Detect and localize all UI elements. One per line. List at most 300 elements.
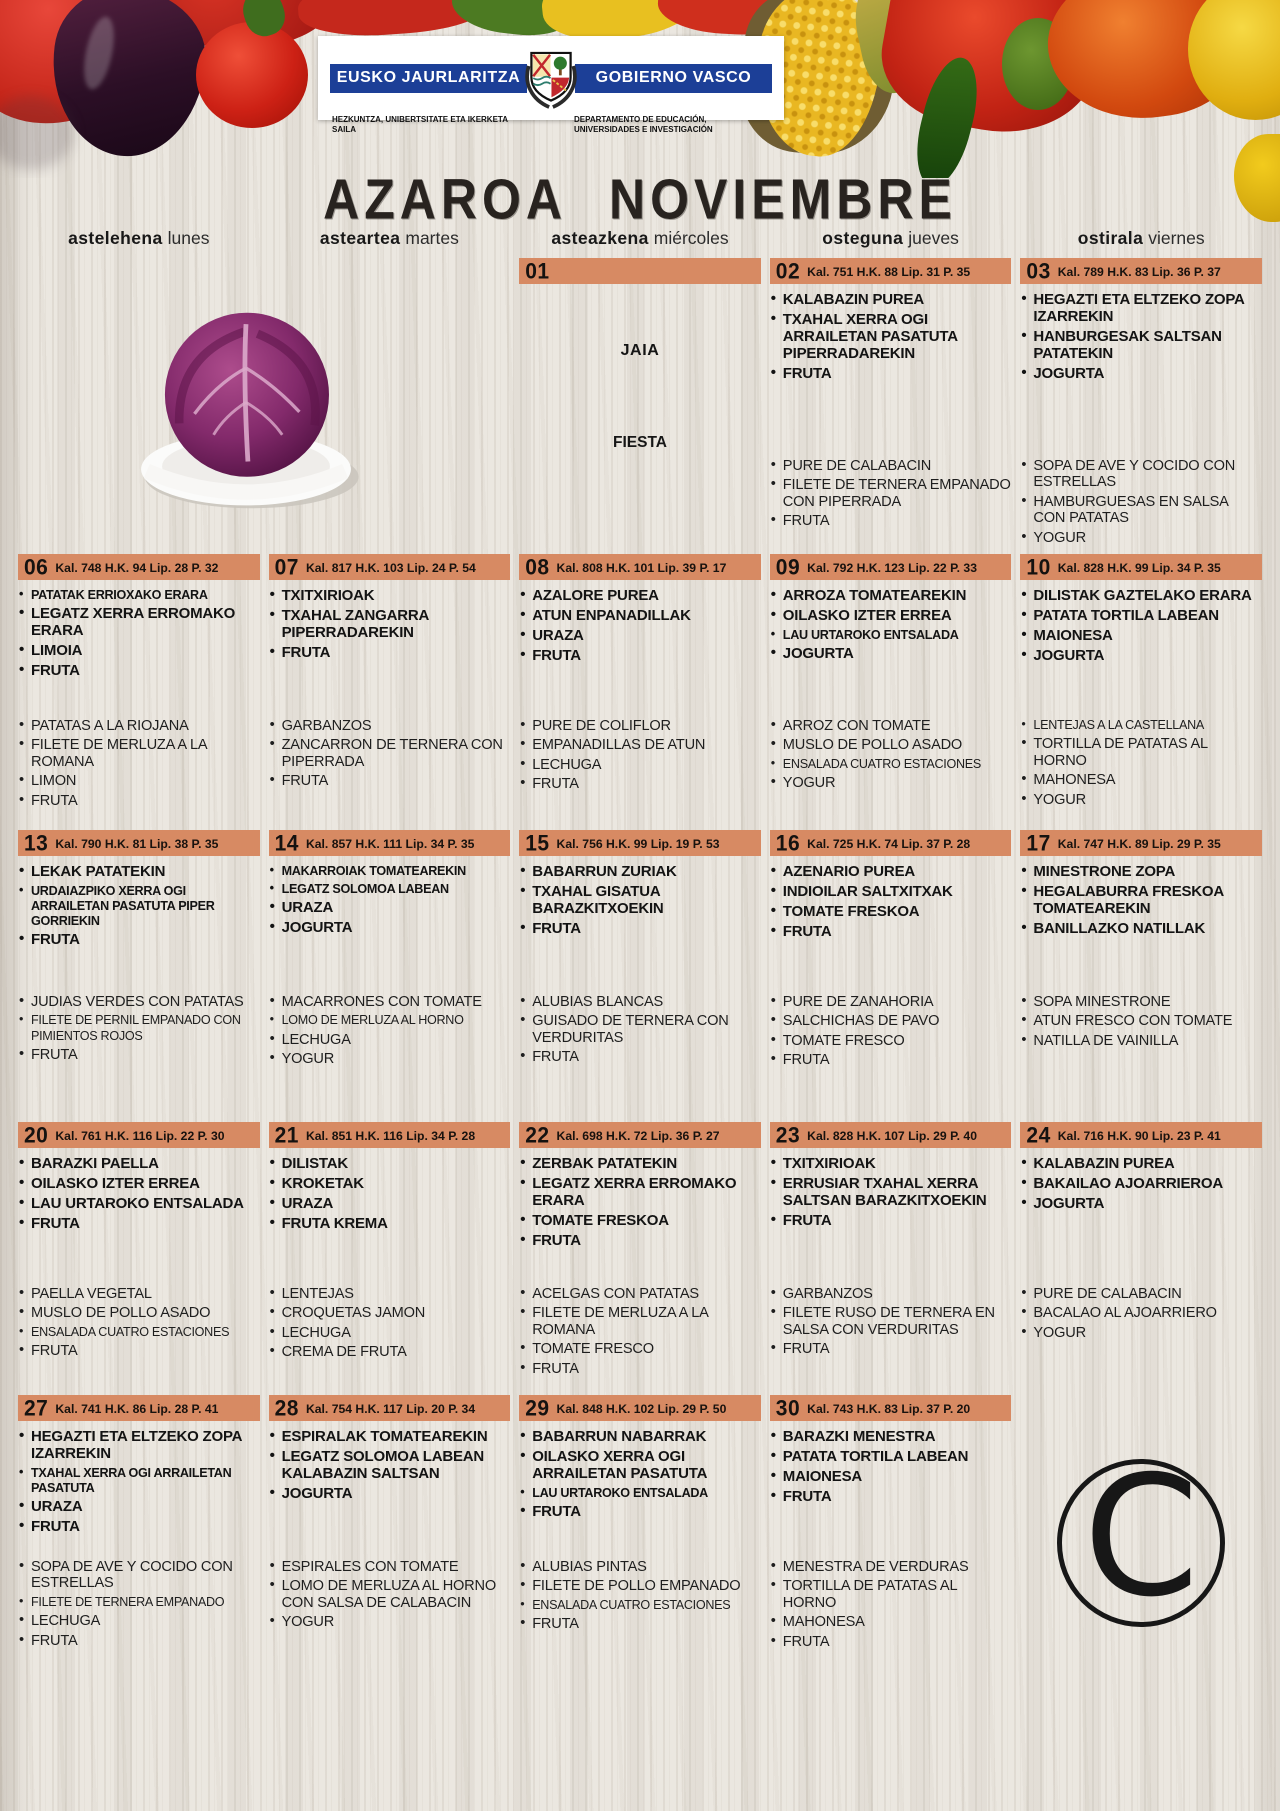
menu-item: • YOGUR (1020, 530, 1262, 546)
menu-item: • TXITXIRIOAK (770, 1156, 1012, 1173)
department-name-basque: HEZKUNTZA, UNIBERTSITATE ETA IKERKETA SAILA (332, 115, 508, 135)
day-cell-03 (1020, 258, 1262, 554)
menu-item: • HEGAZTI ETA ELTZEKO ZOPA IZARREKIN (18, 1429, 260, 1463)
menu-spanish (770, 1559, 1012, 1653)
menu-item: • YOGUR (1020, 1325, 1262, 1341)
day-nutrition-info: Kal. 743 H.K. 83 Lip. 37 P. 20 (807, 1402, 971, 1416)
menu-item: • GUISADO DE TERNERA CON VERDURITAS (519, 1013, 761, 1046)
menu-item: • LIMON (18, 773, 260, 789)
day-cell-07 (269, 554, 511, 830)
department-name-spanish: DEPARTAMENTO DE EDUCACIÓN, UNIVERSIDADES E INVESTIGACIÓN (574, 115, 713, 135)
menu-spanish (519, 1559, 761, 1636)
menu-item: • TXITXIRIOAK (269, 588, 511, 605)
menu-item: • SOPA MINESTRONE (1020, 994, 1262, 1010)
menu-item: • FRUTA (519, 776, 761, 792)
menu-item: • GARBANZOS (770, 1286, 1012, 1302)
menu-spanish (770, 994, 1012, 1072)
menu-item: • FRUTA (519, 1233, 761, 1250)
day-number: 02 (775, 258, 801, 284)
menu-item: • TOMATE FRESKOA (519, 1213, 761, 1230)
menu-item: • ALUBIAS BLANCAS (519, 994, 761, 1010)
menu-spanish (1020, 718, 1262, 811)
menu-item: • TXAHAL XERRA OGI ARRAILETAN PASATUTA PIPERRADAREKIN (770, 312, 1012, 363)
day-nutrition-info: Kal. 756 H.K. 99 Lip. 19 P. 53 (556, 837, 720, 851)
menu-item: • SALCHICHAS DE PAVO (770, 1013, 1012, 1029)
month-title-spanish: NOVIEMBRE (609, 167, 957, 231)
menu-item: • FRUTA (18, 932, 260, 949)
c-mark-cell (1020, 1395, 1262, 1725)
menu-basque (1020, 1156, 1262, 1278)
menu-spanish (1020, 994, 1262, 1052)
menu-item: • HAMBURGUESAS EN SALSA CON PATATAS (1020, 494, 1262, 527)
day-header-bar (1020, 830, 1262, 856)
menu-basque (770, 1156, 1012, 1278)
menu-item: • LEGATZ SOLOMOA LABEAN KALABAZIN SALTSAN (269, 1449, 511, 1483)
day-nutrition-info: Kal. 754 H.K. 117 Lip. 20 P. 34 (305, 1402, 476, 1416)
day-nutrition-info: Kal. 725 H.K. 74 Lip. 37 P. 28 (807, 837, 971, 851)
day-cell-16 (770, 830, 1012, 1122)
menu-item: • LOMO DE MERLUZA AL HORNO CON SALSA DE CALABACIN (269, 1578, 511, 1611)
menu-basque (269, 864, 511, 986)
menu-basque (18, 1429, 260, 1551)
day-number: 20 (24, 1122, 49, 1148)
menu-item: • TXAHAL XERRA OGI ARRAILETAN PASATUTA (18, 1466, 260, 1496)
day-cell-21 (269, 1122, 511, 1395)
menu-item: • LECHUGA (269, 1032, 511, 1048)
day-nutrition-info: Kal. 751 H.K. 88 Lip. 31 P. 35 (807, 265, 971, 279)
day-header-bar (18, 1122, 260, 1148)
menu-item: • PURE DE COLIFLOR (519, 718, 761, 734)
menu-item: • TORTILLA DE PATATAS AL HORNO (1020, 736, 1262, 769)
day-number: 10 (1026, 554, 1051, 580)
menu-spanish (519, 994, 761, 1069)
menu-item: • FRUTA (770, 366, 1012, 383)
day-cell-24 (1020, 1122, 1262, 1395)
menu-item: • FRUTA (770, 1489, 1012, 1506)
menu-item: • BARAZKI PAELLA (18, 1156, 260, 1173)
menu-item: • JOGURTA (269, 920, 511, 937)
menu-item: • LEGATZ XERRA ERROMAKO ERARA (519, 1176, 761, 1210)
day-number: 29 (525, 1395, 550, 1421)
menu-item: • BAKAILAO AJOARRIEROA (1020, 1176, 1262, 1193)
menu-item: • MACARRONES CON TOMATE (269, 994, 511, 1010)
menu-item: • JUDIAS VERDES CON PATATAS (18, 994, 260, 1010)
day-cell-02 (770, 258, 1012, 554)
day-header-bar (1020, 258, 1262, 284)
menu-basque (269, 1156, 511, 1278)
menu-item: • FRUTA (18, 1047, 260, 1063)
menu-spanish (1020, 1286, 1262, 1344)
holiday-label-spanish: FIESTA (613, 434, 667, 451)
day-header-bar (770, 554, 1012, 580)
menu-item: • ENSALADA CUATRO ESTACIONES (18, 1325, 260, 1340)
menu-item: • ARROZ CON TOMATE (770, 718, 1012, 734)
menu-item: • FRUTA (269, 773, 511, 789)
menu-item: • LAU URTAROKO ENTSALADA (18, 1196, 260, 1213)
holiday-label-basque: JAIA (620, 342, 660, 359)
day-number: 28 (274, 1395, 299, 1421)
department-names (332, 115, 770, 136)
menu-basque (770, 588, 1012, 710)
menu-item: • URAZA (519, 628, 761, 645)
day-header-bar (18, 554, 260, 580)
menu-spanish (18, 1286, 260, 1363)
day-header-bar (519, 554, 761, 580)
menu-basque (519, 588, 761, 710)
menu-item: • PAELLA VEGETAL (18, 1286, 260, 1302)
menu-item: • LEGATZ XERRA ERROMAKO ERARA (18, 606, 260, 640)
menu-item: • FRUTA (770, 1213, 1012, 1230)
menu-item: • LECHUGA (18, 1613, 260, 1629)
menu-item: • HANBURGESAK SALTSAN PATATEKIN (1020, 329, 1262, 363)
day-cell-01 (519, 258, 761, 554)
menu-item: • SOPA DE AVE Y COCIDO CON ESTRELLAS (1020, 458, 1262, 491)
menu-item: • FRUTA (18, 793, 260, 809)
menu-spanish (770, 1286, 1012, 1361)
menu-item: • ZERBAK PATATEKIN (519, 1156, 761, 1173)
menu-item: • FRUTA (18, 1519, 260, 1536)
menu-item: • MENESTRA DE VERDURAS (770, 1559, 1012, 1575)
menu-spanish (1020, 458, 1262, 549)
menu-item: • MAIONESA (1020, 628, 1262, 645)
tomato-photo (196, 22, 308, 128)
menu-spanish (18, 718, 260, 812)
day-nutrition-info: Kal. 828 H.K. 107 Lip. 29 P. 40 (807, 1129, 977, 1143)
day-number: 23 (775, 1122, 801, 1148)
weekday-monday: astelehena lunes (68, 228, 210, 248)
menu-item: • FRUTA (770, 513, 1012, 529)
day-nutrition-info: Kal. 698 H.K. 72 Lip. 36 P. 27 (556, 1129, 720, 1143)
menu-basque (269, 588, 511, 710)
menu-spanish (519, 718, 761, 796)
day-header-bar (269, 554, 511, 580)
day-nutrition-info: Kal. 848 H.K. 102 Lip. 29 P. 50 (556, 1402, 727, 1416)
menu-basque (1020, 588, 1262, 710)
menu-item: • FRUTA (18, 1343, 260, 1359)
menu-item: • ZANCARRON DE TERNERA CON PIPERRADA (269, 737, 511, 770)
month-title (0, 166, 1280, 232)
day-nutrition-info: Kal. 792 H.K. 123 Lip. 22 P. 33 (807, 561, 977, 575)
menu-item: • JOGURTA (770, 646, 1012, 663)
menu-basque (770, 292, 1012, 450)
menu-basque (770, 864, 1012, 986)
day-number: 30 (775, 1395, 801, 1421)
day-number: 07 (274, 554, 299, 580)
day-header-bar (269, 1122, 511, 1148)
weekday-tuesday: asteartea martes (319, 228, 459, 248)
menu-basque (1020, 292, 1262, 450)
menu-item: • KALABAZIN PUREA (770, 292, 1012, 309)
menu-item: • FRUTA (770, 1634, 1012, 1650)
day-nutrition-info: Kal. 808 H.K. 101 Lip. 39 P. 17 (556, 561, 727, 575)
menu-item: • FRUTA (770, 924, 1012, 941)
menu-item: • TORTILLA DE PATATAS AL HORNO (770, 1578, 1012, 1611)
day-cell-08 (519, 554, 761, 830)
menu-item: • TXAHAL ZANGARRA PIPERRADAREKIN (269, 608, 511, 642)
weekday-friday: ostirala viernes (1077, 228, 1205, 248)
day-number: 21 (274, 1122, 299, 1148)
weekday-wednesday: asteazkena miércoles (551, 228, 729, 248)
menu-item: • AZENARIO PUREA (770, 864, 1012, 881)
menu-spanish (770, 458, 1012, 533)
menu-item: • LENTEJAS (269, 1286, 511, 1302)
menu-item: • ENSALADA CUATRO ESTACIONES (519, 1598, 761, 1613)
menu-item: • PURE DE CALABACIN (770, 458, 1012, 474)
menu-item: • FRUTA (519, 648, 761, 665)
menu-item: • JOGURTA (269, 1486, 511, 1503)
menu-item: • JOGURTA (1020, 648, 1262, 665)
menu-item: • BARAZKI MENESTRA (770, 1429, 1012, 1446)
day-header-bar (18, 1395, 260, 1421)
menu-spanish (18, 1559, 260, 1652)
day-cell-06 (18, 554, 260, 830)
menu-item: • LAU URTAROKO ENTSALADA (519, 1486, 761, 1501)
day-header-bar (1020, 554, 1262, 580)
day-header-bar (269, 1395, 511, 1421)
menu-item: • YOGUR (1020, 792, 1262, 808)
month-title-basque: AZAROA (323, 167, 568, 231)
menu-item: • FILETE DE MERLUZA A LA ROMANA (519, 1305, 761, 1338)
day-number: 08 (525, 554, 550, 580)
menu-item: • FILETE DE PERNIL EMPANADO CON PIMIENTOS ROJOS (18, 1013, 260, 1043)
menu-item: • BACALAO AL AJOARRIERO (1020, 1305, 1262, 1321)
day-cell-10 (1020, 554, 1262, 830)
menu-item: • YOGUR (269, 1051, 511, 1067)
menu-item: • FRUTA (519, 1049, 761, 1065)
day-nutrition-info: Kal. 790 H.K. 81 Lip. 38 P. 35 (55, 837, 219, 851)
menu-item: • HEGALABURRA FRESKOA TOMATEAREKIN (1020, 884, 1262, 918)
menu-item: • MINESTRONE ZOPA (1020, 864, 1262, 881)
day-nutrition-info: Kal. 851 H.K. 116 Lip. 34 P. 28 (305, 1129, 476, 1143)
day-number: 03 (1026, 258, 1051, 284)
menu-item: • URAZA (269, 900, 511, 917)
menu-basque (18, 588, 260, 710)
cabbage-plate-illustration (122, 284, 510, 521)
menu-item: • YOGUR (269, 1614, 511, 1630)
menu-item: • CROQUETAS JAMON (269, 1305, 511, 1321)
menu-item: • BABARRUN NABARRAK (519, 1429, 761, 1446)
agency-name-spanish: GOBIERNO VASCO (575, 64, 772, 93)
menu-item: • DILISTAK (269, 1156, 511, 1173)
menu-spanish (519, 1286, 761, 1380)
day-cell-14 (269, 830, 511, 1122)
menu-item: • INDIOILAR SALTXITXAK (770, 884, 1012, 901)
menu-basque (519, 1156, 761, 1278)
menu-item: • TXAHAL GISATUA BARAZKITXOEKIN (519, 884, 761, 918)
menu-item: • JOGURTA (1020, 366, 1262, 383)
menu-basque (18, 864, 260, 986)
menu-item: • SOPA DE AVE Y COCIDO CON ESTRELLAS (18, 1559, 260, 1592)
red-cabbage-illustration (122, 284, 370, 516)
day-header-bar (770, 258, 1012, 284)
day-number: 24 (1026, 1122, 1051, 1148)
menu-item: • DILISTAK GAZTELAKO ERARA (1020, 588, 1262, 605)
day-number: 27 (24, 1395, 49, 1421)
menu-item: • URAZA (269, 1196, 511, 1213)
menu-item: • MAIONESA (770, 1469, 1012, 1486)
menu-item: • FRUTA KREMA (269, 1216, 511, 1233)
day-cell-29 (519, 1395, 761, 1725)
menu-item: • FRUTA (770, 1341, 1012, 1357)
menu-item: • FRUTA (18, 1216, 260, 1233)
menu-item: • HEGAZTI ETA ELTZEKO ZOPA IZARREKIN (1020, 292, 1262, 326)
day-header-bar (770, 1122, 1012, 1148)
day-header-bar (1020, 1122, 1262, 1148)
menu-item: • FRUTA (519, 1504, 761, 1521)
menu-item: • GARBANZOS (269, 718, 511, 734)
day-number: 22 (525, 1122, 550, 1148)
menu-item: • LEKAK PATATEKIN (18, 864, 260, 881)
menu-item: • FRUTA (18, 663, 260, 680)
menu-item: • ATUN ENPANADILLAK (519, 608, 761, 625)
menu-spanish (269, 994, 511, 1071)
government-banner (330, 47, 772, 109)
menu-item: • AZALORE PUREA (519, 588, 761, 605)
day-nutrition-info: Kal. 828 H.K. 99 Lip. 34 P. 35 (1057, 561, 1221, 575)
day-cell-17 (1020, 830, 1262, 1122)
menu-item: • MAHONESA (770, 1614, 1012, 1630)
menu-item: • FILETE DE MERLUZA A LA ROMANA (18, 737, 260, 770)
calendar-grid (18, 258, 1262, 1725)
day-header-bar (269, 830, 511, 856)
day-cell-15 (519, 830, 761, 1122)
menu-basque (18, 1156, 260, 1278)
menu-item: • BABARRUN ZURIAK (519, 864, 761, 881)
menu-item: • ESPIRALES CON TOMATE (269, 1559, 511, 1575)
menu-basque (519, 1429, 761, 1551)
day-cell-27 (18, 1395, 260, 1725)
menu-basque (269, 1429, 511, 1551)
menu-item: • LECHUGA (519, 757, 761, 773)
day-cell-30 (770, 1395, 1012, 1725)
day-nutrition-info: Kal. 741 H.K. 86 Lip. 28 P. 41 (55, 1402, 219, 1416)
menu-item: • NATILLA DE VAINILLA (1020, 1033, 1262, 1049)
menu-item: • FRUTA (269, 645, 511, 662)
menu-item: • KROKETAK (269, 1176, 511, 1193)
day-header-bar (770, 1395, 1012, 1421)
menu-spanish (770, 718, 1012, 795)
menu-item: • FILETE DE POLLO EMPANADO (519, 1578, 761, 1594)
menu-item: • YOGUR (770, 775, 1012, 791)
menu-item: • LOMO DE MERLUZA AL HORNO (269, 1013, 511, 1028)
day-nutrition-info: Kal. 857 H.K. 111 Lip. 34 P. 35 (305, 837, 475, 851)
day-cell-22 (519, 1122, 761, 1395)
menu-item: • FILETE RUSO DE TERNERA EN SALSA CON VERDURITAS (770, 1305, 1012, 1338)
day-cell-13 (18, 830, 260, 1122)
menu-item: • JOGURTA (1020, 1196, 1262, 1213)
day-nutrition-info: Kal. 789 H.K. 83 Lip. 36 P. 37 (1057, 265, 1221, 279)
menu-item: • PATATAS A LA RIOJANA (18, 718, 260, 734)
menu-item: • URDAIAZPIKO XERRA OGI ARRAILETAN PASATUTA PIPER GORRIEKIN (18, 884, 260, 929)
menu-item: • ARROZA TOMATEAREKIN (770, 588, 1012, 605)
menu-item: • LIMOIA (18, 643, 260, 660)
day-nutrition-info: Kal. 817 H.K. 103 Lip. 24 P. 54 (305, 561, 476, 575)
day-number: 13 (24, 830, 49, 856)
menu-item: • OILASKO IZTER ERREA (770, 608, 1012, 625)
menu-item: • MUSLO DE POLLO ASADO (18, 1305, 260, 1321)
cabbage-plate-illustration (18, 258, 510, 554)
day-cell-20 (18, 1122, 260, 1395)
menu-spanish (18, 994, 260, 1066)
menu-item: • ACELGAS CON PATATAS (519, 1286, 761, 1302)
menu-item: • PURE DE ZANAHORIA (770, 994, 1012, 1010)
menu-item: • KALABAZIN PUREA (1020, 1156, 1262, 1173)
day-number: 16 (775, 830, 801, 856)
day-cell-09 (770, 554, 1012, 830)
menu-item: • FILETE DE TERNERA EMPANADO (18, 1595, 260, 1610)
menu-item: • MAKARROIAK TOMATEAREKIN (269, 864, 511, 879)
day-number: 14 (274, 830, 299, 856)
government-logo-card (318, 36, 784, 135)
menu-item: • OILASKO XERRA OGI ARRAILETAN PASATUTA (519, 1449, 761, 1483)
menu-item: • BANILLAZKO NATILLAK (1020, 921, 1262, 938)
day-number: 01 (525, 258, 550, 284)
menu-item: • TOMATE FRESKOA (770, 904, 1012, 921)
day-header-bar (770, 830, 1012, 856)
menu-item: • PURE DE CALABACIN (1020, 1286, 1262, 1302)
menu-item: • ERRUSIAR TXAHAL XERRA SALTSAN BARAZKITXOEKIN (770, 1176, 1012, 1210)
day-nutrition-info: Kal. 747 H.K. 89 Lip. 29 P. 35 (1057, 837, 1221, 851)
menu-item: • PATATAK ERRIOXAKO ERARA (18, 588, 260, 603)
day-number: 06 (24, 554, 49, 580)
menu-item: • ESPIRALAK TOMATEAREKIN (269, 1429, 511, 1446)
day-number: 09 (775, 554, 801, 580)
menu-item: • PATATA TORTILA LABEAN (770, 1449, 1012, 1466)
menu-item: • ATUN FRESCO CON TOMATE (1020, 1013, 1262, 1029)
menu-item: • FRUTA (18, 1633, 260, 1649)
menu-spanish (269, 1559, 511, 1634)
menu-item: • TOMATE FRESCO (770, 1033, 1012, 1049)
menu-item: • EMPANADILLAS DE ATUN (519, 737, 761, 753)
holiday-label (519, 284, 761, 452)
basque-coat-of-arms-icon (523, 49, 579, 111)
day-cell-28 (269, 1395, 511, 1725)
menu-basque (770, 1429, 1012, 1551)
menu-item: • OILASKO IZTER ERREA (18, 1176, 260, 1193)
day-nutrition-info: Kal. 748 H.K. 94 Lip. 28 P. 32 (55, 561, 219, 575)
weekday-thursday: osteguna jueves (822, 228, 959, 248)
day-number: 15 (525, 830, 550, 856)
menu-item: • URAZA (18, 1499, 260, 1516)
day-number: 17 (1026, 830, 1051, 856)
c-mark-logo: C (1057, 1459, 1225, 1627)
day-header-bar (519, 830, 761, 856)
menu-item: • MUSLO DE POLLO ASADO (770, 737, 1012, 753)
agency-name-basque: EUSKO JAURLARITZA (330, 64, 527, 93)
menu-item: • ALUBIAS PINTAS (519, 1559, 761, 1575)
day-header-bar (519, 1395, 761, 1421)
menu-item: • FILETE DE TERNERA EMPANADO CON PIPERRADA (770, 477, 1012, 510)
menu-item: • MAHONESA (1020, 772, 1262, 788)
menu-item: • PATATA TORTILA LABEAN (1020, 608, 1262, 625)
menu-item: • LAU URTAROKO ENTSALADA (770, 628, 1012, 643)
menu-item: • FRUTA (519, 1616, 761, 1632)
menu-item: • CREMA DE FRUTA (269, 1344, 511, 1360)
menu-basque (519, 864, 761, 986)
day-header-bar (519, 1122, 761, 1148)
menu-item: • LENTEJAS A LA CASTELLANA (1020, 718, 1262, 733)
menu-basque (1020, 864, 1262, 986)
day-nutrition-info: Kal. 761 H.K. 116 Lip. 22 P. 30 (55, 1129, 225, 1143)
menu-spanish (269, 1286, 511, 1364)
menu-item: • FRUTA (770, 1052, 1012, 1068)
menu-item: • TOMATE FRESCO (519, 1341, 761, 1357)
menu-item: • LECHUGA (269, 1325, 511, 1341)
menu-spanish (269, 718, 511, 793)
day-cell-23 (770, 1122, 1012, 1395)
day-nutrition-info: Kal. 716 H.K. 90 Lip. 23 P. 41 (1057, 1129, 1221, 1143)
menu-item: • LEGATZ SOLOMOA LABEAN (269, 882, 511, 897)
